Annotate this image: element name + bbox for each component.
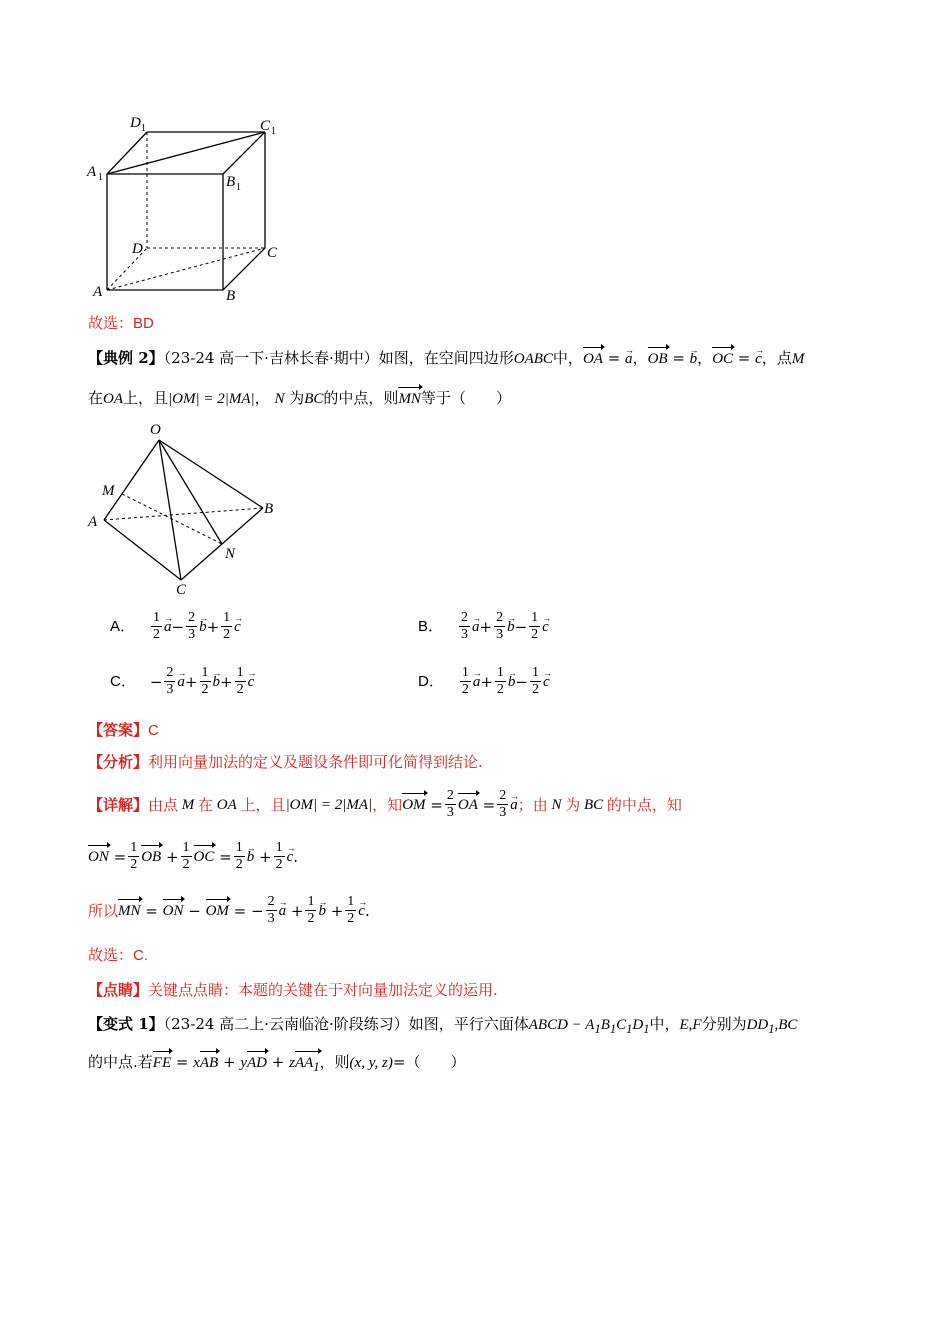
variant1-line2: 的中点.若FE = xAB + yAD + zAA$_1$，则(x, y, z)=（ ）: [88, 1052, 465, 1077]
option-d-label: D．: [418, 672, 444, 690]
example2-line2-a: 在: [88, 389, 104, 407]
label-B: B: [226, 288, 236, 304]
option-d[interactable]: D． $\frac{1}{2}$ → a + $\frac{1}{2}$ → b − $\frac{1}{2}$ → c: [418, 665, 550, 698]
label-C2: C: [176, 582, 187, 598]
option-a[interactable]: A． $\frac{1}{2}$ → a − $\frac{2}{3}$ → b + $\frac{1}{2}$ → c: [110, 610, 241, 643]
example2-text3: ，点: [761, 349, 792, 367]
analysis-line: [88, 752, 483, 772]
label-O: O: [150, 422, 161, 438]
note-tag: 【点睛】: [88, 981, 149, 999]
label-A2: A: [88, 514, 98, 530]
example2-line2-d: 为: [289, 389, 305, 407]
label-N: N: [225, 546, 236, 562]
note-text: 关键点点睛：本题的关键在于对向量加法定义的运用.: [148, 981, 498, 999]
example2-line2-b: 上，且: [123, 389, 169, 407]
option-b-label: B．: [418, 617, 444, 635]
example2-tag: 【典例 2】: [88, 349, 164, 367]
label-C: C: [267, 245, 278, 261]
answer-value: C: [148, 722, 159, 739]
label-C1-sub: 1: [271, 126, 276, 137]
answer-tag: 【答案】: [88, 721, 149, 739]
variant1-tag: 【变式 1】: [88, 1015, 164, 1033]
label-D: D: [132, 241, 143, 257]
tetrahedron-figure: [80, 418, 290, 598]
analysis-text: 利用向量加法的定义及题设条件即可化简得到结论.: [148, 753, 483, 771]
option-c-label: C．: [110, 672, 136, 690]
option-c[interactable]: C． − $\frac{2}{3}$ → a + $\frac{1}{2}$ → b + $\frac{1}{2}$ → c: [110, 665, 254, 698]
answer-line: [88, 720, 159, 741]
label-B1: B: [226, 174, 236, 190]
conclusion: 故选：C.: [88, 947, 149, 964]
note-line: [88, 980, 498, 1000]
example2-pointM: M: [791, 351, 805, 367]
example2-text2: 中，: [552, 349, 583, 367]
example2-line2-f: 等于（ ）: [420, 389, 511, 407]
example2-text1: 如图，在空间四边形: [378, 349, 514, 367]
label-B2: B: [264, 501, 274, 517]
example2-shape: OABC: [513, 351, 553, 367]
detail-line3: 所以 MN = ON − OM = − $\frac{2}{3}$ → a + $\frac{1}{2}$ → b + $\frac{1}{2}$ → c .: [88, 894, 370, 927]
detail-line1: 【详解】 由点 M 在 OA 上，且 |OM| = 2|MA| ，知 OM = $\frac{2}{3}$ OA = $\frac{2}{3}$ → a ；由 N 为 BC 的中点，知: [88, 788, 682, 821]
label-B1-sub: 1: [236, 182, 241, 193]
label-M: M: [102, 483, 115, 499]
example2-line2-e: 的中点，则: [323, 389, 399, 407]
label-D1-sub: 1: [141, 123, 146, 134]
label-C1: C: [260, 118, 271, 134]
detail-tag: 【详解】: [88, 795, 149, 814]
label-D1: D: [130, 115, 141, 131]
variant1-line1: 【变式 1】（23-24 高二上·云南临沧·阶段练习）如图，平行六面体ABCD − $A_1B_1C_1D_1$中，E,F分别为$DD_1,BC$: [88, 1015, 798, 1036]
example2-source: （23-24 高一下·吉林长春·期中）: [163, 349, 379, 367]
option-a-label: A．: [110, 617, 136, 635]
previous-answer: 故选：BD: [88, 315, 154, 332]
analysis-tag: 【分析】: [88, 753, 149, 771]
option-b[interactable]: B． $\frac{2}{3}$ → a + $\frac{2}{3}$ → b − $\frac{1}{2}$ → c: [418, 610, 549, 643]
label-A1: A: [87, 164, 97, 180]
detail-line2: ON = $\frac{1}{2}$ OB + $\frac{1}{2}$ OC = $\frac{1}{2}$ → b + $\frac{1}{2}$ → c .: [88, 840, 298, 873]
label-A: A: [93, 284, 103, 300]
example2-line1: 【典例 2】（23-24 高一下·吉林长春·期中）如图，在空间四边形OABC中，OA = → a，OB = → b，OC = → c，点M: [88, 348, 804, 369]
cube-figure: [80, 108, 290, 308]
label-A1-sub: 1: [98, 172, 103, 183]
example2-line2-c: ，: [254, 389, 270, 407]
example2-line2: 在OA上，且|OM| = 2|MA|， N 为BC的中点，则MN等于（ ）: [88, 389, 511, 407]
variant1-source: （23-24 高二上·云南临沧·阶段练习）: [163, 1015, 409, 1033]
